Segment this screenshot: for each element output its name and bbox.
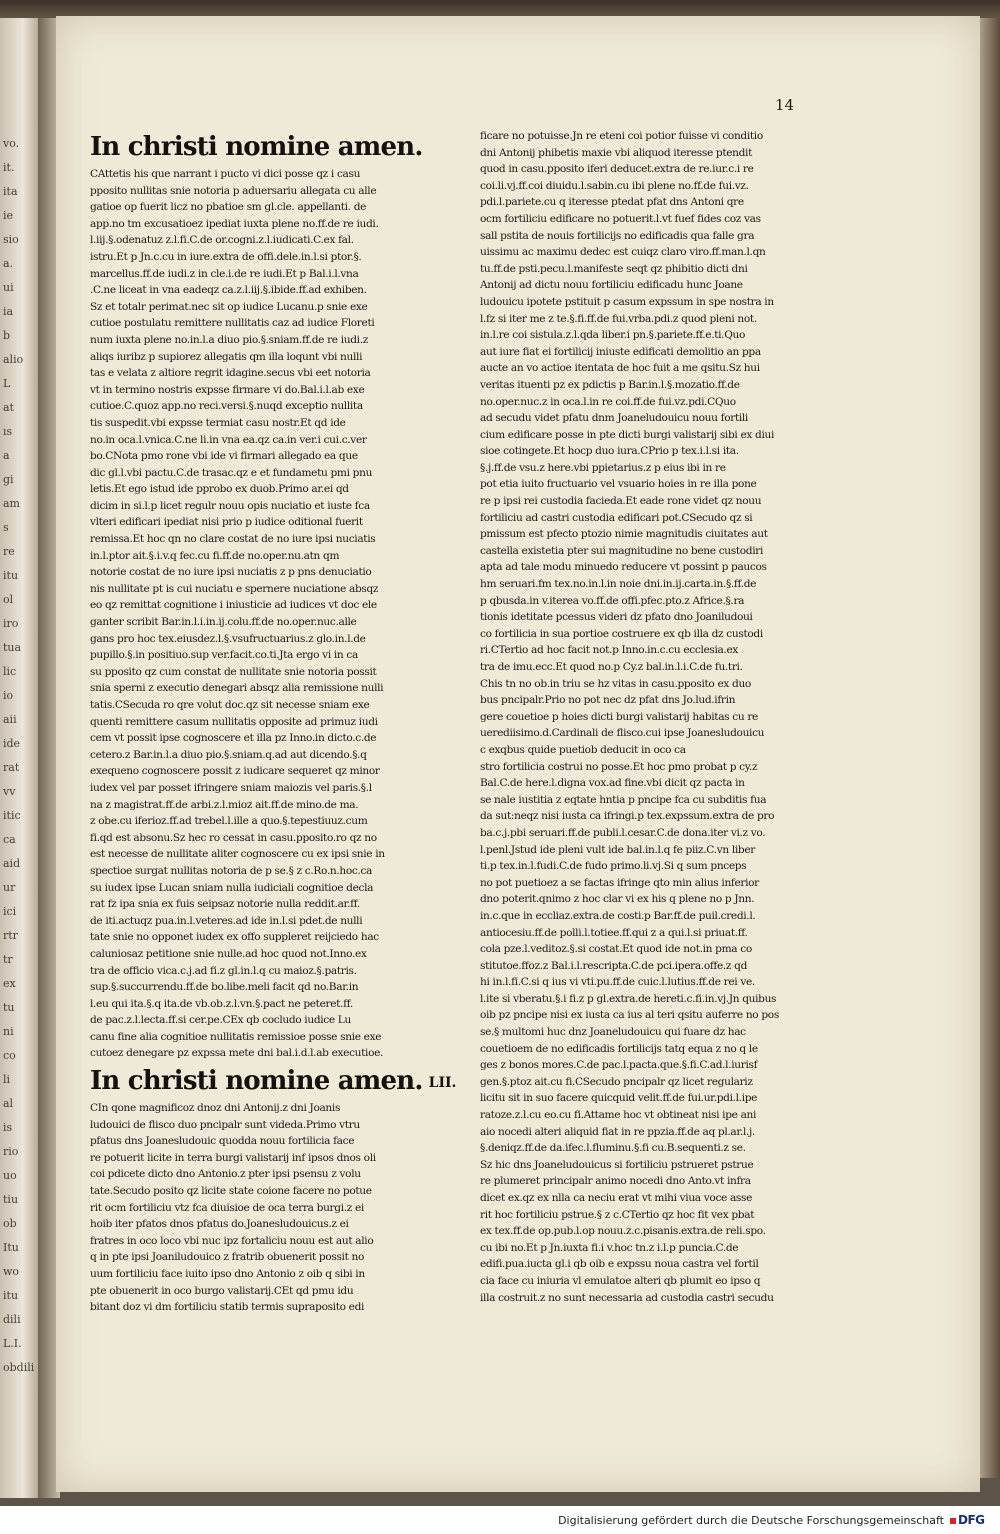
text-line: q in pte ipsi Joaniludouico z fratrib obuenerit possit no (90, 1251, 365, 1264)
text-line: ri.CTertio ad hoc facit not.p Inno.in.c.cu ecclesia.ex (480, 644, 739, 657)
text-line: cola pze.l.veditoz.§.si costat.Et quod ide not.in pma co (480, 943, 752, 956)
text-line: Bal.C.de here.l.digna vox.ad fine.vbi dicit qz pacta in (480, 777, 745, 790)
facing-page-fragment: vv (3, 785, 16, 798)
text-line: exequeno cognoscere possit z iudicare sequeret qz minor (90, 765, 380, 778)
text-line: ocm fortiliciu edificare no potuerit.l.vt fuef fides coz vas (480, 212, 761, 225)
facing-page-fragment: wo (3, 1265, 20, 1278)
book-fore-edge (978, 18, 1000, 1478)
facing-page-fragment: a (3, 449, 10, 462)
text-line: ti.p tex.in.l.fudi.C.de fudo primo.li.vj.Si q sum pnceps (480, 860, 747, 873)
text-line: iudex vel par posset ifringere sniam maiozis vel paris.§.l (90, 781, 372, 794)
text-line: sup.§.succurrendu.ff.de bo.libe.meli facit qd no.Bar.in (90, 981, 359, 994)
text-line: de pac.z.l.lecta.ff.si cer.pe.CEx qb cocludo iudice Lu (90, 1014, 351, 1027)
facing-page-fragment: Itu (3, 1241, 19, 1254)
text-line: tra de imu.ecc.Et quod no.p Cy.z bal.in.l.i.C.de fu.tri. (480, 661, 743, 673)
text-line: no.in oca.l.vnica.C.ne li.in vna ea.qz ca.in ver.i cui.c.ver (90, 433, 367, 446)
text-line: aucte an vo actioe itentata de hoc fuit a me qsitu.Sz hui (480, 362, 760, 375)
text-line: dic gl.l.vbi pactu.C.de trasac.qz e et fundametu pmi pnu (90, 466, 373, 479)
text-line: aut iure fiat ei fortilicij iniuste edificati demolitio an ppa (480, 345, 761, 358)
footer-credit: Digitalisierung gefördert durch die Deutsche Forschungsgemeinschaft (558, 1514, 944, 1527)
text-line: su pposito qz cum constat de nullitate snie notoria possit (90, 665, 377, 678)
text-line: licitu sit in suo facere quicquid velit.ff.de fui.ur.pdi.l.ipe (480, 1092, 758, 1105)
text-line: remissa.Et hoc qn no clare costat de no iure ipsi nuciatis (90, 533, 376, 546)
text-line: num iuxta plene no.in.l.a diuo pio.§.sniam.ff.de re iudi.z (90, 333, 368, 346)
facing-page-fragment: tr (3, 953, 13, 966)
text-line: in.c.que in eccliaz.extra.de costi.p Bar.ff.de puil.credi.l. (480, 909, 756, 922)
text-line: veritas ituenti pz ex pdictis p Bar.in.l.§.mozatio.ff.de (480, 378, 740, 391)
text-line: istru.Et p Jn.c.cu in iure.extra de offi.dele.in.l.si ptor.§. (90, 250, 362, 263)
text-line: l.iij.§.odenatuz z.l.fi.C.de or.cogni.z.l.iudicati.C.ex fal. (90, 234, 354, 247)
text-line: in.l.re coi sistula.z.l.qda liber.i pn.§.pariete.ff.e.ti.Quo (480, 329, 746, 342)
facing-page-fragment: lic (3, 665, 17, 678)
text-line: app.no tm excusatioez ipediat iuxta plene no.ff.de re iudi. (90, 217, 379, 230)
text-line: no.oper.nuc.z in oca.l.in re coi.ff.de fui.vz.pdi.CQuo (480, 395, 736, 408)
facing-page-fragment: ıs (3, 425, 13, 438)
facing-page-fragment: re (3, 545, 15, 558)
text-line: est necesse de nullitate aliter cognoscere cu ex ipsi snie in (90, 848, 385, 861)
text-line: da sut:neqz nisi iusta ca ifringi.p tex.expssum.extra de pro (480, 810, 775, 823)
text-line: uissimu ac maximu dedec est cuiqz claro viro.ff.man.l.qn (480, 246, 766, 259)
text-line: ganter scribit Bar.in.l.i.in.ij.colu.ff.de no.oper.nuc.alle (90, 616, 357, 629)
facing-page-fragment: s (3, 521, 9, 534)
text-line: tate snie no opponet iudex ex offo suppleret reijciedo hac (90, 931, 379, 944)
text-line: sioe cotingete.Et hocp duo iura.CPrio p tex.i.l.si ita. (480, 445, 739, 458)
text-line: .C.ne liceat in vna eadeqz ca.z.l.iij.§.ibide.ff.ad exhiben. (90, 284, 367, 297)
facing-page-fragment: am (3, 497, 20, 510)
text-line: se.§ multomi huc dnz Joaneludouicu qui fuare dz hac (480, 1026, 746, 1039)
facing-page-fragment: al (3, 1097, 14, 1110)
text-line: tas e velata z altiore regrit idagine.secus vbi eet notoria (90, 367, 371, 380)
facing-page-fragment: tiu (3, 1193, 19, 1206)
text-line: couetioem de no edificadis fortilicijs tatq equa z no q le (480, 1042, 758, 1055)
text-line: snia sperni z executio denegari absqz alia remissione nulli (90, 682, 384, 695)
text-line: bus pncipalr.Prio no pot nec dz pfat dns Jo.lud.ifrin (480, 694, 736, 707)
text-line: re potuerit licite in terra burgi valistarij inf ipsos dnos oli (90, 1151, 376, 1164)
text-line: Antonij ad dictu nouu fortiliciu edificadu hunc Joane (480, 279, 743, 292)
facing-page-fragment: vo. (3, 137, 20, 150)
text-line: pmissum est pfecto ptozio nimie magnitudis ciuitates aut (480, 528, 768, 541)
text-line: cu ibi no.Et p Jn.iuxta fi.i v.hoc tn.z i.l.p puncia.C.de (480, 1241, 739, 1254)
text-line: gatioe op fuerit licz no pbatioe sm gl.cle. appellanti. de (90, 201, 367, 214)
text-line: co fortilicia in sua portioe costruere ex qb illa dz custodi (480, 627, 763, 640)
text-line: Sz et totalr perimat.nec sit op iudice Lucanu.p snie exe (90, 300, 368, 313)
text-line: CIn qone magnificoz dnoz dni Antonij.z dni Joanis (90, 1102, 341, 1115)
text-line: eo qz remittat cognitione i iniusticie ad iudices vt doc ele (90, 599, 377, 612)
text-line: vlteri edificari ipediat nisi prio p iudice oditional fuerit (90, 516, 363, 529)
facing-page-fragment: b (3, 329, 11, 342)
text-line: fi.qd est absonu.Sz hec ro cessat in casu.pposito.ro qz no (90, 831, 377, 844)
text-line: pfatus dns Joanesludouic quodda nouu fortilicia face (90, 1135, 355, 1148)
text-line: pte obuenerit in oco burgo valistarij.CEt qd pmu idu (90, 1284, 354, 1297)
facing-page-fragment: ol (3, 593, 14, 606)
text-line: l.eu qui ita.§.q ita.de vb.ob.z.l.vn.§.pact ne peteret.ff. (90, 997, 353, 1010)
text-line: tu.ff.de psti.pecu.l.manifeste seqt qz phibitio dicti dni (480, 262, 748, 275)
facing-page-fragment: L.I. (3, 1337, 22, 1350)
text-line: vt in termino nostris expsse firmare vi do.Bal.i.l.ab exe (90, 383, 365, 396)
facing-page-fragment: aid (3, 857, 21, 870)
text-line: spectioe surgat nullitas notoria de p se.§ z c.Ro.n.hoc.ca (90, 864, 373, 877)
text-line: cutioe postulatu remittere nullitatis caz ad iudice Floreti (90, 317, 375, 330)
text-line: oib pz pncipe nisi ex iusta ca ius al teri qsitu auferre no pos (480, 1009, 779, 1022)
text-line: rat fz ipa snia ex fuis seipsaz notorie nulla reddit.ar.ff. (90, 898, 360, 911)
facing-page-fragment: uo (3, 1169, 17, 1182)
section-number: LII. (428, 1075, 457, 1092)
text-line: pupillo.§.in positiuo.sup ver.facit.co.ti.Jta ergo vi in ca (90, 649, 358, 662)
left-text-column (90, 128, 457, 1316)
text-line: uum fortiliciu face iuito ipso dno Antonio z oib q sibi in (90, 1268, 365, 1280)
text-line: ratoze.z.l.cu eo.cu fi.Attame hoc vt obtineat nisi ipe ani (480, 1109, 757, 1122)
facing-page-fragment: alio (3, 353, 24, 366)
text-line: rit hoc fortiliciu pstrue.§ z c.CTertio qz hoc fit vex pbat (480, 1208, 755, 1221)
facing-page-fragment: obdili (3, 1361, 35, 1374)
text-line: tate.Secudo posito qz licite state coione facere no potue (90, 1185, 372, 1198)
text-line: dno poterit.qnimo z hoc clar vi ex his q plene no p Jnn. (480, 893, 755, 906)
facing-page-fragment: aii (3, 713, 17, 726)
text-line: de iti.actuqz pua.in.l.veteres.ad ide in.l.si pdet.de nulli (90, 914, 363, 927)
text-line: no pot puetioez a se factas ifringe qto min alius inferior (480, 876, 759, 889)
dfg-logo (950, 1513, 990, 1527)
facing-page-fragment: tua (3, 641, 22, 654)
facing-page-fragment: ie (3, 209, 14, 222)
text-line: coi.li.vj.ff.coi diuidu.l.sabin.cu ibi plene no.ff.de fui.vz. (480, 179, 749, 192)
text-line: caluniosaz petitione snie nulle.ad hoc quod not.Inno.ex (90, 947, 367, 960)
facing-page-fragment: ui (3, 281, 14, 294)
text-line: pdi.l.pariete.cu q iteresse ptedat pfat dns Antoni qre (480, 196, 744, 209)
text-line: l.penl.Jstud ide pleni vult ide bal.in.l.q fe piiz.C.vn liber (480, 843, 755, 856)
text-line: tra de officio vica.c.j.ad fi.z gl.in.l.q cu maioz.§.patris. (90, 964, 357, 977)
text-line: Sz hic dns Joaneludouicus si fortiliciu pstrueret pstrue (480, 1158, 754, 1171)
text-line: coi pdicete dicto dno Antonio.z pter ipsi psensu z volu (90, 1168, 361, 1181)
text-line: ad secudu videt pfatu dnm Joaneludouicu nouu fortili (480, 412, 748, 425)
text-line: cium edificare posse in pte dicti burgi valistarij sibi ex diui (480, 428, 774, 441)
section-heading (90, 128, 435, 166)
text-line: bitant doz vi dm fortiliciu statib termis supraposito edi (90, 1301, 365, 1314)
facing-page-fragment: is (3, 1121, 13, 1134)
text-line: su iudex ipse Lucan sniam nulla iudiciali cognitioe decla (90, 881, 374, 894)
text-line: canu fine alia cognitioe nullitatis remissioe posse snie exe (90, 1030, 382, 1043)
facing-page-fragment: ide (3, 737, 21, 750)
text-line: se nale iustitia z eqtate hntia p pncipe fca cu subditis fua (480, 793, 767, 806)
text-line: aliqs iuribz p supiorez allegatis qm illa loqunt vbi nulli (90, 350, 363, 363)
text-line: dicet ex.qz ex nlla ca neciu erat vt mihi viua voce asse (480, 1192, 753, 1204)
facing-page-fragment: ex (3, 977, 16, 990)
text-line: dicim in si.l.p licet regulr nouu opis nuciatio et iuste fca (90, 499, 370, 512)
facing-page-fragment: ita (3, 185, 18, 198)
facing-page-fragment: ob (3, 1217, 17, 1230)
text-line: rit ocm fortiliciu vtz fca diuisioe de oca terra burgi.z ei (90, 1201, 364, 1214)
text-line: sall pstita de nouis fortilicijs no edificadis qua falle gra (480, 229, 755, 242)
text-line: re plumeret principalr animo nocedi dno Anto.vt infra (480, 1175, 751, 1188)
section-heading-text: In christi nomine amen. (90, 132, 423, 162)
facing-page-fragment: itic (3, 809, 21, 822)
facing-page-fragment: rat (3, 761, 20, 774)
text-line: notorie costat de no iure ipsi nuciatis z p pns denuciatio (90, 566, 372, 579)
text-line: dni Antonij phibetis maxie vbi aliquod iteresse ptendit (480, 146, 752, 159)
text-line: stro fortilicia costrui no posse.Et hoc pmo probat p cy.z (480, 760, 758, 773)
dfg-logo-mark (950, 1518, 956, 1524)
text-line: castella existetia pter sui magnitudine no bene custodiri (480, 544, 763, 557)
text-line: cem vt possit ipse cognoscere et illa pz Inno.in dicto.c.de (90, 732, 377, 745)
text-line: cutoez denegare pz expssa mete dni bal.i.d.l.ab executioe. (90, 1047, 384, 1060)
facing-page-fragment: a. (3, 257, 14, 270)
facing-page-fragment: itu (3, 569, 19, 582)
text-line: cetero.z Bar.in.l.a diuo pio.§.sniam.q.ad aut dicendo.§.q (90, 748, 367, 761)
text-line: gans pro hoc tex.eiusdez.l.§.vsufructuarius.z glo.in.l.de (90, 632, 366, 645)
facing-page-fragment: ia (3, 305, 14, 318)
text-line: tis suspedit.vbi expsse termiat casu nostr.Et qd ide (90, 416, 346, 429)
facing-page-fragment: gi (3, 473, 14, 486)
facing-page-fragment: ici (3, 905, 17, 918)
text-line: fortiliciu ad castri custodia edificari pot.CSecudo qz si (480, 511, 753, 524)
facing-page-fragment: itu (3, 1289, 19, 1302)
facing-page-fragment: rio (3, 1145, 19, 1158)
text-line: §.j.ff.de vsu.z here.vbi ppietarius.z p eius ibi in re (480, 461, 726, 474)
facing-page-fragment: iro (3, 617, 19, 630)
section-heading (90, 1062, 457, 1100)
text-line: marcellus.ff.de iudi.z in cle.i.de re iudi.Et p Bal.i.l.vna (90, 267, 359, 280)
text-line: re p ipsi rei custodia facieda.Et eade rone videt qz nouu (480, 495, 762, 508)
text-line: stitutoe.ffoz.z Bal.i.l.rescripta.C.de pci.ipera.offe.z qd (480, 959, 748, 972)
text-line: gen.§.ptoz ait.cu fi.CSecudo pncipalr qz licet regulariz (480, 1075, 753, 1088)
facing-page-fragment: co (3, 1049, 16, 1062)
text-line: pposito nullitas snie notoria p aduersariu allegata cu alle (90, 184, 377, 197)
text-line: edifi.pua.iucta gl.i qb oib e expssu noua castra vel fortil (480, 1258, 759, 1271)
text-line: ludouici de flisco duo pncipalr sunt videda.Primo vtru (90, 1118, 360, 1131)
text-line: Chis tn no ob.in triu se hz vitas in casu.pposito ex duo (480, 677, 751, 690)
facing-page-fragment: tu (3, 1001, 15, 1014)
text-line: ludouicu ipotete pstituit p casum expssum in spe nostra in (480, 295, 774, 308)
facing-page-fragment: li (3, 1073, 11, 1086)
page-number: 14 (775, 96, 795, 114)
text-line: fratres in oco loco vbi nuc ipz fortaliciu nouu est aut alio (90, 1234, 374, 1247)
text-line: apta ad tale modu minuedo reducere vt possint p paucos (480, 561, 767, 574)
text-line: nis nullitate pt is cui nuciatu e spernere nuciatione absqz (90, 582, 379, 595)
text-line: tionis idetitate pcessus videri dz pfato dno Joaniludoui (480, 611, 753, 624)
text-line: antiocesiu.ff.de polli.l.totiee.ff.qui z a qui.l.si priuat.ff. (480, 926, 748, 939)
text-line: aio nocedi alteri aliquid fiat in re ppzia.ff.de aq pl.ar.l.j. (480, 1125, 755, 1138)
facing-page-fragment: rtr (3, 929, 18, 942)
text-line: na z magistrat.ff.de arbi.z.l.mioz ait.ff.de mino.de ma. (90, 798, 359, 811)
text-line: p qbusda.in v.iterea vo.ff.de offi.pfec.pto.z Africe.§.ra (480, 594, 745, 607)
text-line: hoib iter pfatos dnos pfatus do.Joanesludouicus.z ei (90, 1218, 349, 1231)
text-line: hi in.l.fi.C.si q ius vi vti.pu.ff.de cuic.l.lutius.ff.de rei ve. (480, 976, 755, 989)
facing-page-fragment: it. (3, 161, 15, 174)
facing-page-fragment: at (3, 401, 14, 414)
facing-page-fragment: io (3, 689, 14, 702)
footer-bar (0, 1506, 1000, 1534)
text-line: z obe.cu iferioz.ff.ad trebel.l.ille a quo.§.tepestiuuz.cum (90, 815, 368, 828)
text-line: CAttetis his que narrant i pucto vi dici posse qz i casu (90, 168, 361, 180)
text-line: §.deniqz.ff.de da.ifec.l.fluminu.§.fi cu.B.sequenti.z se. (480, 1142, 746, 1155)
text-line: cia face cu iniuria vl emulatoe alteri qb plumit eo ipso q (480, 1274, 761, 1287)
facing-page-fragment: dili (3, 1313, 21, 1326)
text-line: c exqbus quide puetiob deducit in oco ca (480, 743, 686, 756)
text-line: gere couetioe p hoies dicti burgi valistarij habitas cu re (480, 710, 758, 723)
text-line: ges z bonos mores.C.de pac.l.pacta.que.§.fi.C.ad.l.iurisf (480, 1059, 758, 1072)
text-line: pot etia iuito fructuario vel vsuario hoies in re illa pone (480, 478, 757, 491)
facing-page-fragment: ni (3, 1025, 14, 1038)
right-text-column (480, 128, 825, 1306)
facing-page-edge (0, 18, 38, 1498)
dfg-logo-text: DFG (958, 1513, 985, 1527)
text-line: ex tex.ff.de op.pub.l.op nouu.z.c.pisanis.extra.de reli.spo. (480, 1225, 766, 1238)
section-heading-text: In christi nomine amen. (90, 1066, 423, 1097)
text-line: quod in casu.pposito iferi deducet.extra de re.iur.c.i re (480, 163, 754, 176)
text-line: letis.Et ego istud ide pprobo ex duob.Primo ar.ei qd (90, 483, 349, 496)
text-line: illa costruit.z no sunt necessaria ad custodia castri secudu (480, 1291, 774, 1304)
facing-page-fragment: ur (3, 881, 16, 894)
text-line: cutioe.C.quoz app.no reci.versi.§.nuqd exceptio nullita (90, 400, 363, 413)
text-line: l.fz si iter me z te.§.fi.ff.de fui.vrba.pdi.z quod pleni not. (480, 312, 757, 325)
text-line: uerediisimo.d.Cardinali de flisco.cui ipse Joanesludouicu (480, 727, 765, 740)
facing-page-fragment: ca (3, 833, 16, 846)
text-line: ba.c.j.pbi seruari.ff.de publi.l.cesar.C.de dona.iter vi.z vo. (480, 826, 766, 839)
text-line: l.ite si vberatu.§.i fi.z p gl.extra.de hereti.c.fi.in.vj.Jn quibus (480, 992, 777, 1005)
text-line: quenti remittere casum nullitatis opposite ad primuz iudi (90, 715, 378, 728)
text-line: ficare no potuisse.Jn re eteni coi potior fuisse vi conditio (480, 130, 763, 142)
text-line: hm seruari.fm tex.no.in.l.in noie dni.in.ij.carta.in.§.ff.de (480, 578, 757, 591)
text-line: bo.CNota pmo rone vbi ide vi firmari allegado ea que (90, 450, 358, 463)
facing-page-fragment: L (3, 377, 11, 390)
facing-page-fragment: sio (3, 233, 19, 246)
text-line: tatis.CSecuda ro qre volut doc.qz sit necesse sniam exe (90, 699, 370, 711)
text-line: in.l.ptor ait.§.i.v.q fec.cu fi.ff.de no.oper.nu.atn qm (90, 549, 340, 562)
